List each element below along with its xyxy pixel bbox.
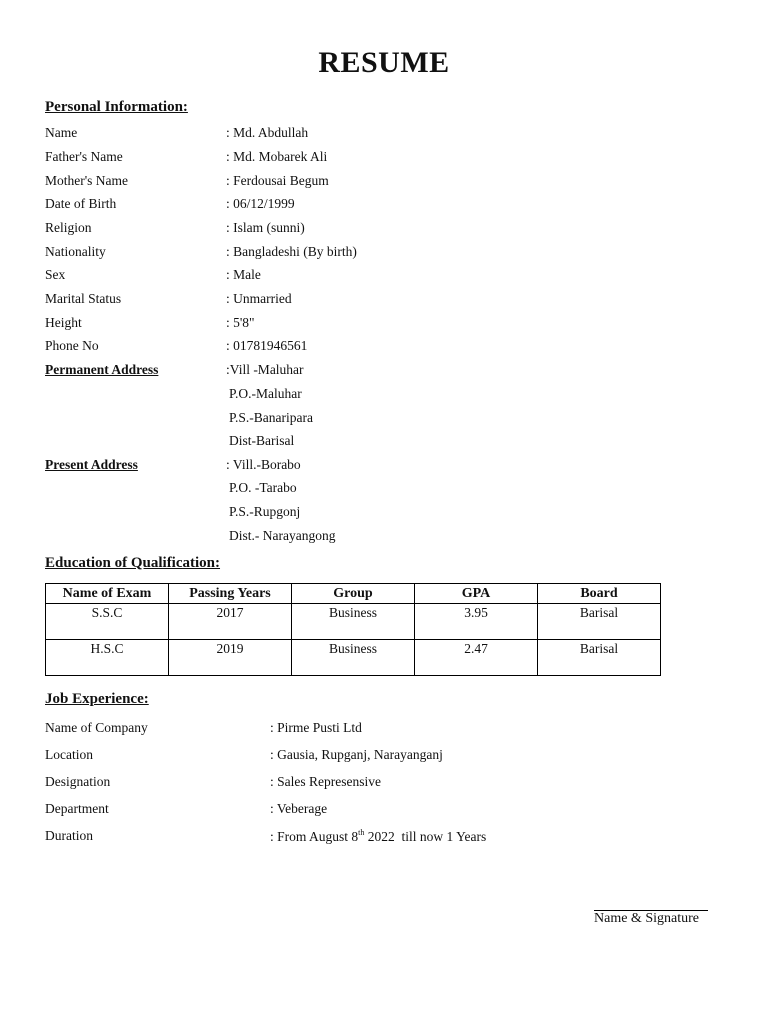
permanent-address-row <box>0 433 768 453</box>
address-line: P.S.-Rupgonj <box>229 504 301 519</box>
info-label: Mother's Name <box>45 173 129 188</box>
column-header: GPA <box>415 584 538 604</box>
job-value: : Sales Represensive <box>270 774 381 789</box>
column-header: Board <box>538 584 661 604</box>
info-value: : 06/12/1999 <box>226 196 295 211</box>
present-address-label: Present Address <box>45 457 138 472</box>
info-label: Marital Status <box>45 291 122 306</box>
job-row-duration <box>0 828 768 848</box>
table-cell: Barisal <box>538 604 661 640</box>
table-cell: S.S.C <box>46 604 169 640</box>
column-header: Passing Years <box>169 584 292 604</box>
info-label: Date of Birth <box>45 196 117 211</box>
info-value: : Unmarried <box>226 291 292 306</box>
info-value: : 5'8" <box>226 315 255 330</box>
address-line: P.O.-Maluhar <box>229 386 302 401</box>
table-cell: 2017 <box>169 604 292 640</box>
info-label: Phone No <box>45 338 99 353</box>
resume-title: RESUME <box>318 46 450 79</box>
info-label: Religion <box>45 220 92 235</box>
info-row-nationality <box>0 244 768 264</box>
duration-superscript: th <box>358 828 365 837</box>
duration-prefix: : From August 8 <box>270 829 359 844</box>
duration-suffix: 2022 till now 1 Years <box>364 829 487 844</box>
address-line: :Vill -Maluhar <box>226 362 304 377</box>
info-label: Name <box>45 125 78 140</box>
address-line: P.O. -Tarabo <box>229 480 297 495</box>
personal-info-heading: Personal Information: <box>45 99 188 115</box>
info-value: : Md. Abdullah <box>226 125 309 140</box>
info-label: Height <box>45 315 82 330</box>
info-value: : 01781946561 <box>226 338 308 353</box>
address-line: Dist.- Narayangong <box>229 528 336 543</box>
info-row-height <box>0 315 768 335</box>
table-cell: 2.47 <box>415 640 538 676</box>
table-cell: 2019 <box>169 640 292 676</box>
info-label: Nationality <box>45 244 106 259</box>
info-value: : Male <box>226 267 261 282</box>
info-value: : Islam (sunni) <box>226 220 305 235</box>
job-label: Duration <box>45 828 93 843</box>
job-label: Designation <box>45 774 111 789</box>
job-row-company <box>0 720 768 740</box>
table-cell: 3.95 <box>415 604 538 640</box>
table-cell: Business <box>292 604 415 640</box>
permanent-address-row <box>0 410 768 430</box>
info-row-dob <box>0 196 768 216</box>
address-line: Dist-Barisal <box>229 433 295 448</box>
table-header-row <box>46 584 661 604</box>
address-line: : Vill.-Borabo <box>226 457 301 472</box>
info-value: : Ferdousai Begum <box>226 173 329 188</box>
permanent-address-row <box>0 386 768 406</box>
info-label: Sex <box>45 267 66 282</box>
job-row-department <box>0 801 768 821</box>
job-row-location <box>0 747 768 767</box>
table-cell: H.S.C <box>46 640 169 676</box>
permanent-address-label: Permanent Address <box>45 362 159 377</box>
present-address-row <box>0 504 768 524</box>
info-label: Father's Name <box>45 149 123 164</box>
education-heading: Education of Qualification: <box>45 555 221 571</box>
info-row-marital <box>0 291 768 311</box>
info-row-mother <box>0 173 768 193</box>
column-header: Group <box>292 584 415 604</box>
table-cell: Barisal <box>538 640 661 676</box>
job-value: : Pirme Pusti Ltd <box>270 720 362 735</box>
education-table <box>45 583 661 676</box>
job-label: Department <box>45 801 109 816</box>
job-value: : Veberage <box>270 801 328 816</box>
column-header: Name of Exam <box>46 584 169 604</box>
table-cell: Business <box>292 640 415 676</box>
present-address-row <box>0 480 768 500</box>
job-value: : Gausia, Rupganj, Narayanganj <box>270 747 443 762</box>
info-value: : Bangladeshi (By birth) <box>226 244 357 259</box>
present-address-row <box>0 457 768 477</box>
info-row-father <box>0 149 768 169</box>
table-row <box>46 640 661 676</box>
permanent-address-row <box>0 362 768 382</box>
signature-label: Name & Signature <box>594 911 699 926</box>
present-address-row <box>0 528 768 548</box>
info-row-phone <box>0 338 768 358</box>
job-label: Location <box>45 747 93 762</box>
job-row-designation <box>0 774 768 794</box>
info-value: : Md. Mobarek Ali <box>226 149 328 164</box>
table-row <box>46 604 661 640</box>
info-row-name <box>0 125 768 145</box>
job-label: Name of Company <box>45 720 148 735</box>
info-row-religion <box>0 220 768 240</box>
info-row-sex <box>0 267 768 287</box>
job-value <box>270 828 486 845</box>
address-line: P.S.-Banaripara <box>229 410 313 425</box>
job-experience-heading: Job Experience: <box>45 691 149 707</box>
